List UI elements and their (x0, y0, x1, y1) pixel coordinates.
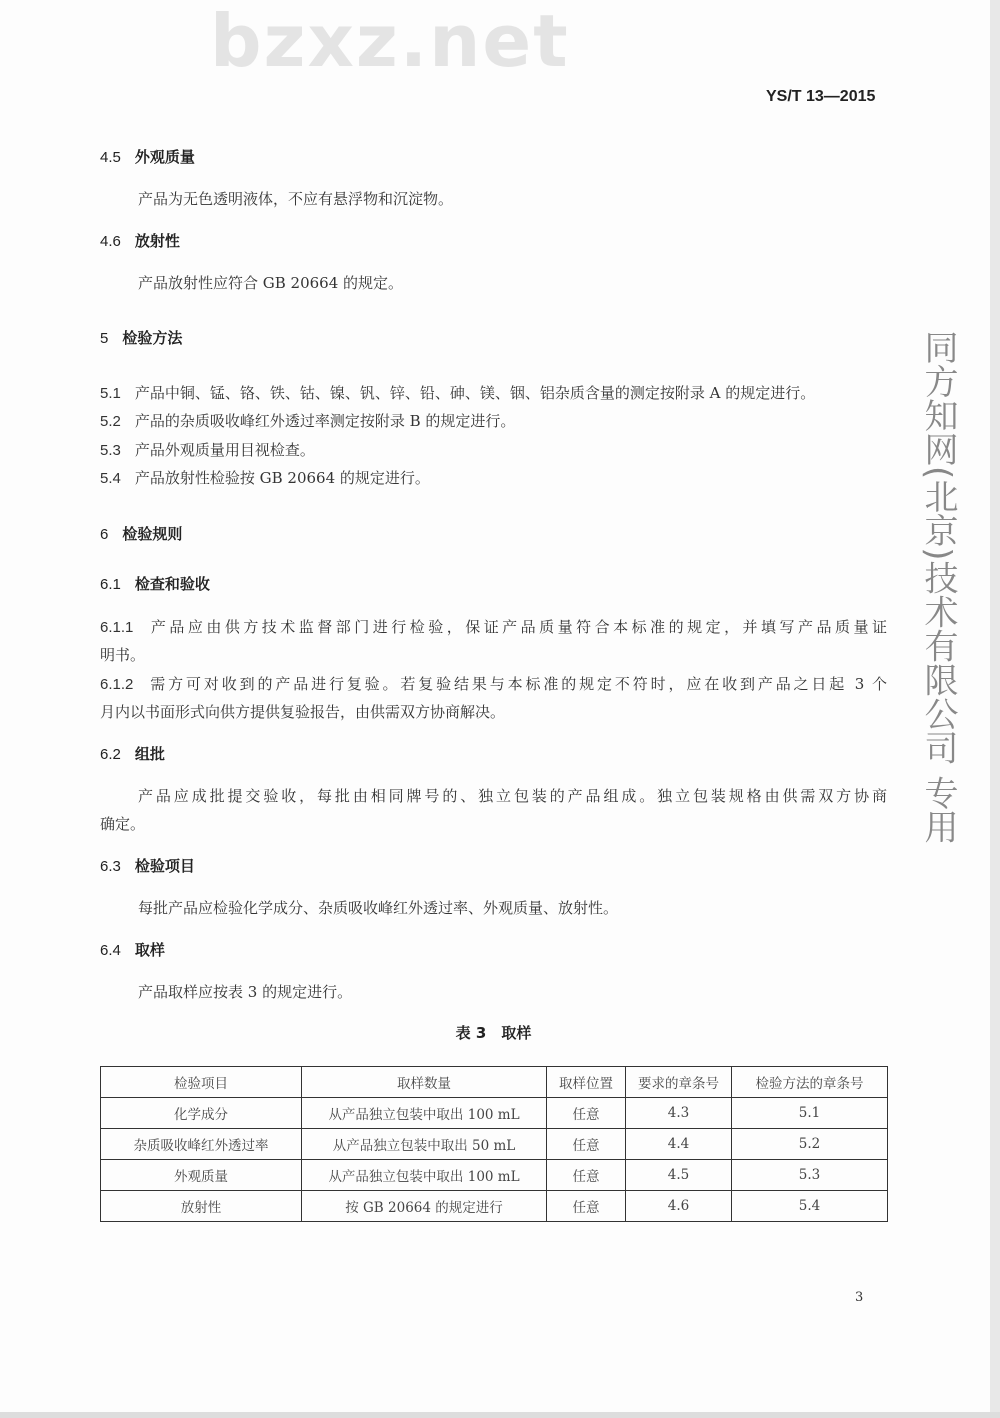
table-cell: 放射性 (101, 1191, 302, 1222)
paragraph: 每批产品应检验化学成分、杂质吸收峰红外透过率、外观质量、放射性。 (138, 899, 619, 917)
table-cell: 5.2 (732, 1129, 888, 1160)
table-row (101, 1160, 888, 1191)
section-6-3-heading (100, 856, 195, 877)
clause-5-4 (100, 468, 430, 489)
clause-5-1 (100, 383, 815, 404)
section-number: 6 (100, 526, 109, 543)
clause-text-continued: 月内以书面形式向供方提供复验报告，由供需双方协商解决。 (100, 703, 506, 721)
table-cell: 外观质量 (101, 1160, 302, 1191)
clause-text: 产品中铜、锰、铬、铁、钴、镍、钒、锌、铅、砷、镁、铟、铝杂质含量的测定按附录 A 的规定进行。 (134, 384, 816, 402)
table-caption: 表 3 取样 (455, 1024, 532, 1042)
clause-number: 5.2 (100, 413, 121, 430)
table-cell: 按 GB 20664 的规定进行 (302, 1191, 547, 1222)
clause-text: 产品的杂质吸收峰红外透过率测定按附录 B 的规定进行。 (134, 412, 516, 430)
section-number: 6.4 (100, 942, 121, 959)
section-number: 6.1 (100, 576, 121, 593)
page-number: 3 (855, 1290, 864, 1305)
section-6-heading (100, 524, 182, 545)
section-number: 6.2 (100, 746, 121, 763)
paragraph: 产品取样应按表 3 的规定进行。 (138, 983, 353, 1001)
table-cell: 4.4 (626, 1129, 732, 1160)
sampling-table (100, 1066, 888, 1222)
paragraph: 产品为无色透明液体，不应有悬浮物和沉淀物。 (138, 190, 454, 208)
column-header: 取样数量 (302, 1067, 547, 1098)
section-4-5-heading (100, 147, 195, 168)
table-cell: 从产品独立包装中取出 100 mL (302, 1098, 547, 1129)
paragraph: 产品放射性应符合 GB 20664 的规定。 (138, 274, 404, 292)
section-title: 检查和验收 (134, 575, 210, 593)
table-cell: 任意 (547, 1098, 626, 1129)
section-title: 检验方法 (122, 329, 183, 347)
section-title: 放射性 (134, 232, 180, 250)
clause-number: 5.4 (100, 470, 121, 487)
clause-text: 产品放射性检验按 GB 20664 的规定进行。 (134, 469, 430, 487)
table-row (101, 1129, 888, 1160)
paragraph-continued: 确定。 (100, 815, 146, 833)
table-cell: 从产品独立包装中取出 50 mL (302, 1129, 547, 1160)
section-number: 5 (100, 330, 109, 347)
clause-text: 产品应由供方技术监督部门进行检验，保证产品质量符合本标准的规定，并填写产品质量证 (147, 618, 887, 636)
clause-number: 6.1.2 (100, 676, 134, 693)
column-header: 检验方法的章条号 (732, 1067, 888, 1098)
site-watermark: bzxz.net (210, 0, 570, 83)
table-cell: 杂质吸收峰红外透过率 (101, 1129, 302, 1160)
section-number: 4.6 (100, 233, 121, 250)
section-number: 6.3 (100, 858, 121, 875)
clause-6-1-1 (100, 617, 887, 638)
document-code: YS/T 13—2015 (766, 88, 876, 105)
section-title: 检验项目 (134, 857, 195, 875)
clause-text-continued: 明书。 (100, 646, 146, 664)
clause-number: 5.1 (100, 385, 121, 402)
table-cell: 5.1 (732, 1098, 888, 1129)
table-row (101, 1191, 888, 1222)
clause-5-3 (100, 440, 315, 461)
section-title: 组批 (134, 745, 165, 763)
stamp-watermark: 同方知网(北京)技术有限公司 专用 (918, 330, 958, 844)
table-cell: 5.4 (732, 1191, 888, 1222)
column-header: 检验项目 (101, 1067, 302, 1098)
section-title: 取样 (134, 941, 165, 959)
table-cell: 5.3 (732, 1160, 888, 1191)
section-4-6-heading (100, 231, 180, 252)
clause-text: 需方可对收到的产品进行复验。若复验结果与本标准的规定不符时，应在收到产品之日起 3 个 (147, 675, 887, 693)
table-cell: 4.6 (626, 1191, 732, 1222)
table-header-row (101, 1067, 888, 1098)
table-cell: 化学成分 (101, 1098, 302, 1129)
section-6-1-heading (100, 574, 210, 595)
section-title: 检验规则 (122, 525, 183, 543)
column-header: 要求的章条号 (626, 1067, 732, 1098)
column-header: 取样位置 (547, 1067, 626, 1098)
section-title: 外观质量 (134, 148, 195, 166)
section-5-heading (100, 328, 182, 349)
page-edge (990, 0, 1000, 1418)
table-cell: 任意 (547, 1129, 626, 1160)
section-6-4-heading (100, 940, 165, 961)
table-row (101, 1098, 888, 1129)
page-bottom-edge (0, 1412, 1000, 1418)
paragraph: 产品应成批提交验收，每批由相同牌号的、独立包装的产品组成。独立包装规格由供需双方协商 (138, 787, 887, 805)
clause-number: 5.3 (100, 442, 121, 459)
table-cell: 任意 (547, 1191, 626, 1222)
section-number: 4.5 (100, 149, 121, 166)
table-cell: 4.5 (626, 1160, 732, 1191)
table-cell: 从产品独立包装中取出 100 mL (302, 1160, 547, 1191)
clause-number: 6.1.1 (100, 619, 134, 636)
table-cell: 任意 (547, 1160, 626, 1191)
clause-6-1-2 (100, 674, 887, 695)
table-cell: 4.3 (626, 1098, 732, 1129)
clause-5-2 (100, 411, 515, 432)
clause-text: 产品外观质量用目视检查。 (134, 441, 315, 459)
section-6-2-heading (100, 744, 165, 765)
